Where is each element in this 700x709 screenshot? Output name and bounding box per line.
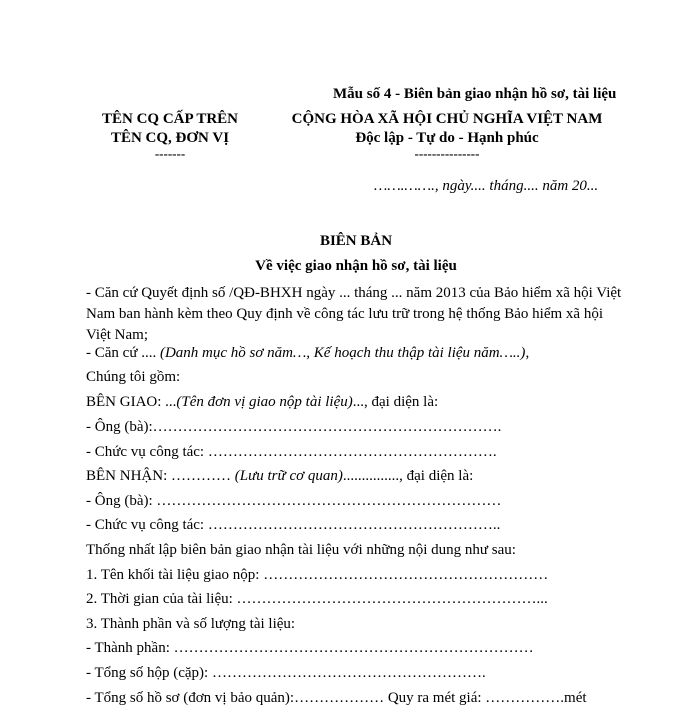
item-2: 2. Thời gian của tài liệu: ……………………………………………………... — [86, 591, 548, 607]
giver-position-field: - Chức vụ công tác: …………………………………………………. — [86, 444, 497, 460]
receiver-position-field: - Chức vụ công tác: ………………………………………………….. — [86, 517, 501, 533]
agreement-line: Thống nhất lập biên bản giao nhận tài liệu với những nội dung như sau: — [86, 542, 516, 558]
we-are-line: Chúng tôi gồm: — [86, 369, 181, 385]
country-name: CỘNG HÒA XÃ HỘI CHỦ NGHĨA VIỆT NAM — [291, 111, 603, 127]
item-3-composition: - Thành phần: ……………………………………………………………… — [86, 640, 534, 656]
giver-prefix: BÊN GIAO: ... — [86, 394, 177, 410]
parent-agency: TÊN CQ CẤP TRÊN — [102, 111, 238, 127]
document-title: BIÊN BẢN — [319, 233, 393, 249]
national-motto: Độc lập - Tự do - Hạnh phúc — [355, 130, 539, 146]
item-3-files: - Tổng số hồ sơ (đơn vị bảo quản):……………… Quy ra mét giá: …………….mét — [86, 690, 587, 706]
giver-line — [86, 392, 438, 413]
basis2-suffix: , — [525, 345, 530, 361]
form-number: Mẫu số 4 - Biên bản giao nhận hồ sơ, tài liệu — [333, 86, 617, 102]
document-subtitle: Về việc giao nhận hồ sơ, tài liệu — [255, 258, 457, 274]
receiver-prefix: BÊN NHẬN: ………… — [86, 468, 235, 484]
motto-rule: --------------- — [414, 146, 480, 161]
item-1: 1. Tên khối tài liệu giao nộp: ………………………………………………… — [86, 567, 549, 583]
basis-paragraph-2 — [86, 343, 529, 364]
agency-rule: ------- — [154, 146, 186, 161]
receiver-suffix: ..............., đại diện là: — [342, 468, 474, 484]
basis-paragraph-1: - Căn cứ Quyết định số /QĐ-BHXH ngày ... tháng ... năm 2013 của Bảo hiểm xã hội Việt Nam ban hành kèm theo Quy định về công tác lưu trữ trong hệ thống Bảo hiểm xã hội Việt Nam; — [86, 285, 622, 343]
item-3-boxes: - Tổng số hộp (cặp): ………………………………………………. — [86, 665, 486, 681]
item-3: 3. Thành phần và số lượng tài liệu: — [86, 616, 296, 632]
giver-suffix: ..., đại diện là: — [352, 394, 439, 410]
agency-name: TÊN CQ, ĐƠN VỊ — [110, 130, 230, 146]
giver-name-field: - Ông (bà):……………………………………………………………. — [86, 419, 502, 435]
receiver-italic: (Lưu trữ cơ quan) — [234, 468, 343, 484]
receiver-line — [86, 466, 473, 487]
giver-italic: (Tên đơn vị giao nộp tài liệu) — [176, 394, 353, 410]
receiver-name-field: - Ông (bà): …………………………………………………………… — [86, 493, 502, 509]
date-line: …….……., ngày.... tháng.... năm 20... — [374, 178, 599, 194]
basis2-italic: (Danh mục hồ sơ năm…, Kế hoạch thu thập tài liệu năm…..) — [159, 345, 526, 361]
basis2-prefix: - Căn cứ .... — [86, 345, 160, 361]
